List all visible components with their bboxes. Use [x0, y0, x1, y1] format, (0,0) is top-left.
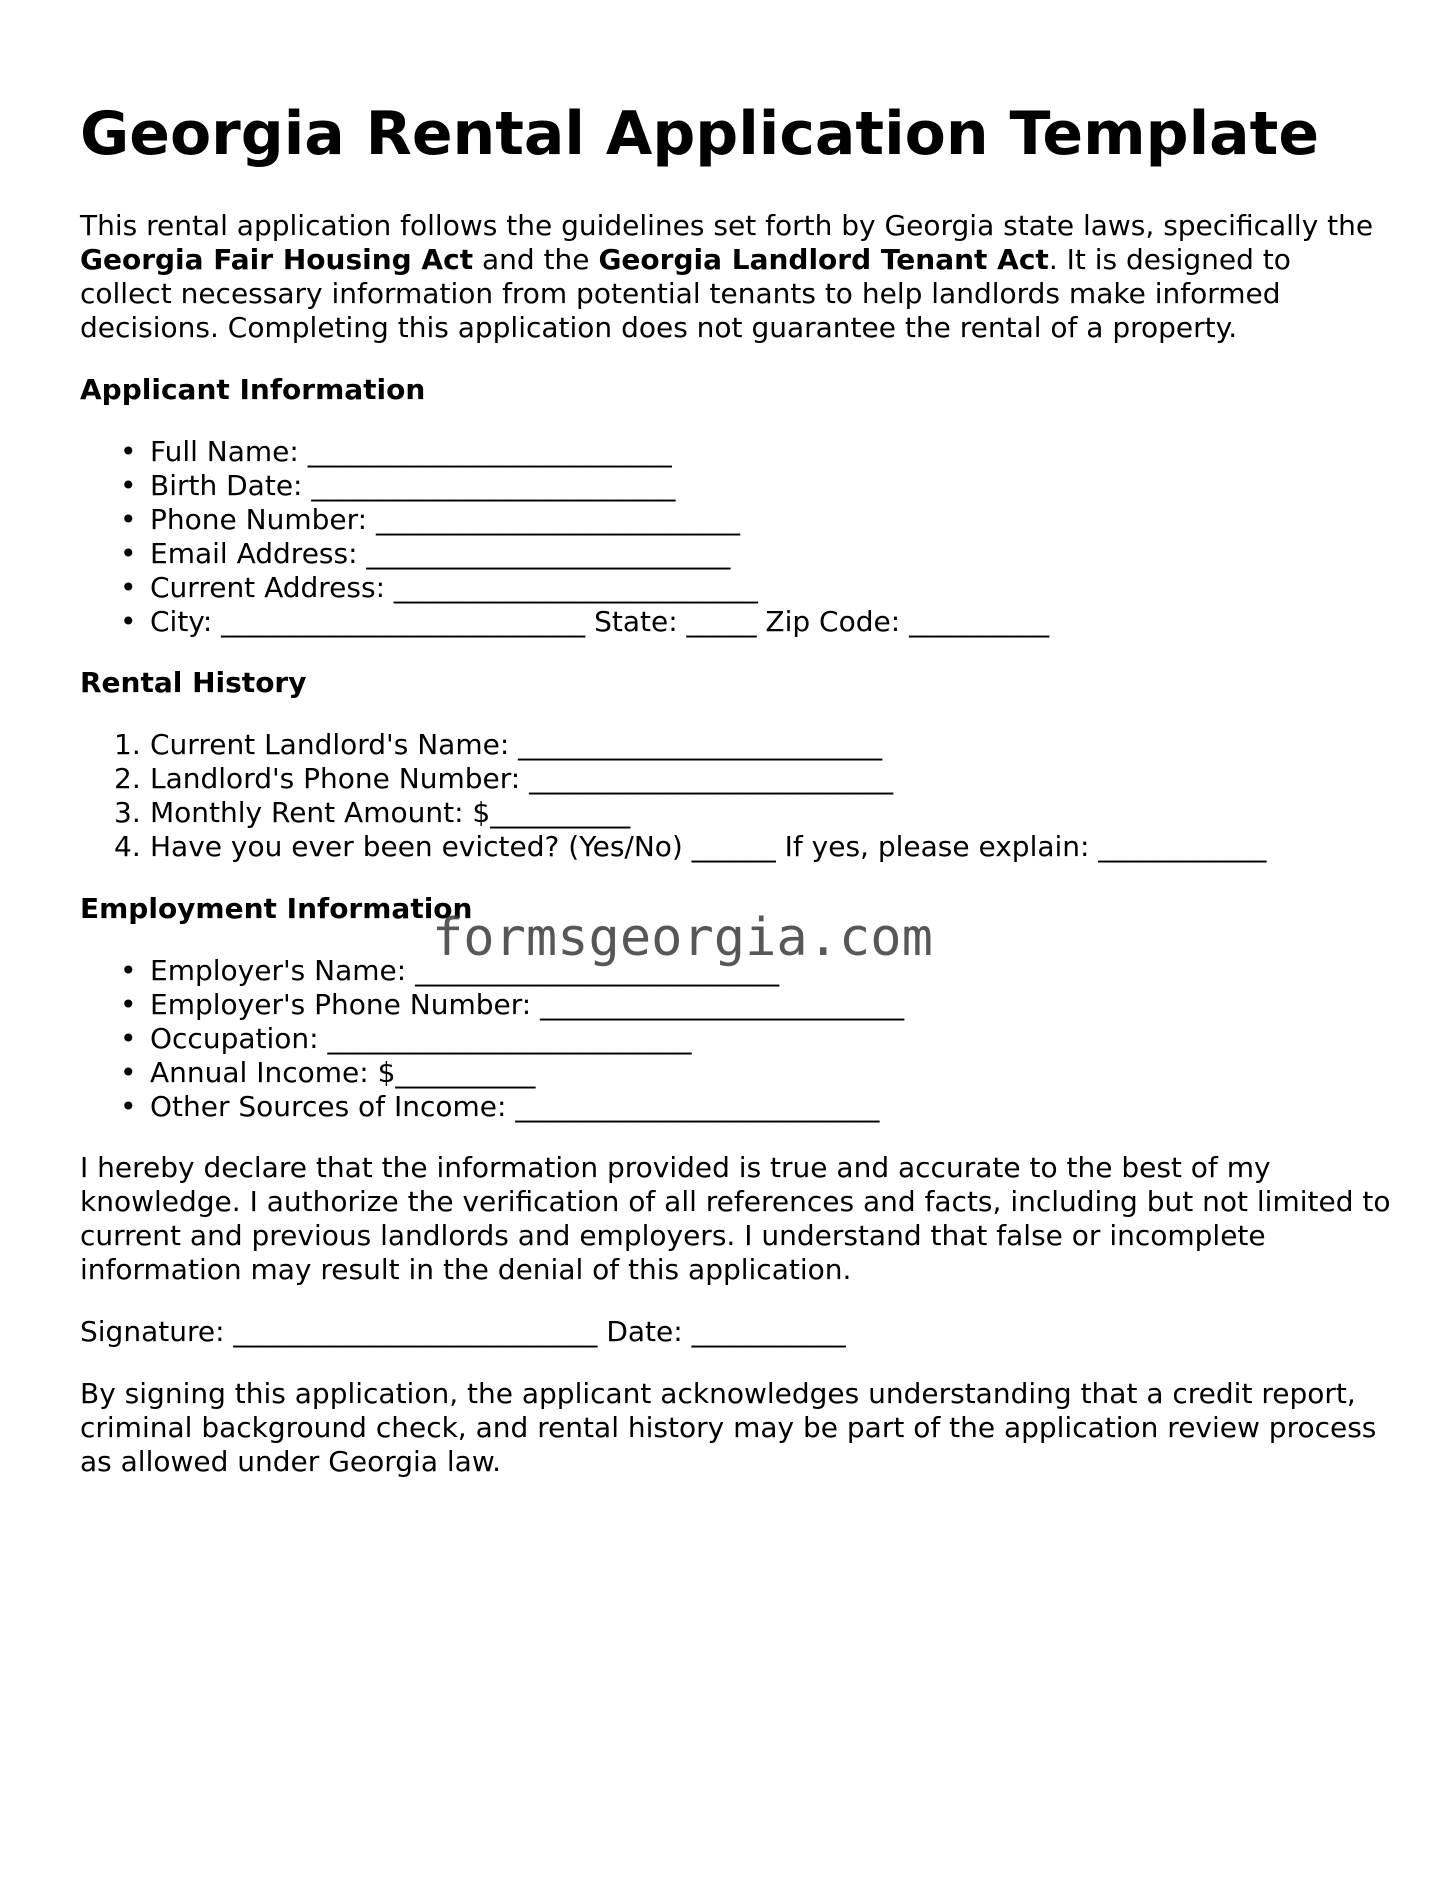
intro-text-2: and the: [473, 243, 599, 276]
applicant-information-list: [80, 435, 1049, 639]
current-address-label: Current Address: __________________________: [150, 571, 758, 604]
occupation-label: Occupation: __________________________: [150, 1022, 692, 1055]
item-number: 3.: [114, 796, 141, 829]
email-address-label: Email Address: __________________________: [150, 537, 731, 570]
evicted-field[interactable]: [114, 830, 1267, 864]
current-address-field[interactable]: [150, 571, 1049, 605]
other-income-field[interactable]: [150, 1090, 904, 1124]
city-state-zip-label: City: __________________________ State: _____ Zip Code: __________: [150, 605, 1050, 638]
landlord-phone-label: Landlord's Phone Number: __________________________: [150, 762, 894, 795]
occupation-field[interactable]: [150, 1022, 904, 1056]
annual-income-field[interactable]: [150, 1056, 904, 1090]
landlord-name-field[interactable]: [114, 728, 1266, 762]
full-name-field[interactable]: [150, 435, 1049, 469]
signature-date-line[interactable]: Signature: __________________________ Date: ___________: [80, 1315, 846, 1348]
landlord-name-label: Current Landlord's Name: __________________________: [150, 728, 883, 761]
monthly-rent-label: Monthly Rent Amount: $__________: [150, 796, 631, 829]
employer-phone-label: Employer's Phone Number: __________________________: [150, 988, 905, 1021]
birth-date-label: Birth Date: __________________________: [150, 469, 676, 502]
landlord-tenant-act: Georgia Landlord Tenant Act: [598, 243, 1049, 276]
employment-information-heading: Employment Information: [80, 892, 473, 925]
intro-text-3: . It is designed to collect necessary information from potential tenants to help landlords make informed decisions. Completing this application does not guarantee the rental of a property.: [80, 243, 1291, 344]
employer-name-label: Employer's Name: __________________________: [150, 954, 780, 987]
rental-history-heading: Rental History: [80, 666, 307, 699]
employment-information-list: [80, 954, 904, 1124]
landlord-phone-field[interactable]: [114, 762, 1266, 796]
employer-phone-field[interactable]: [150, 988, 904, 1022]
employer-name-field[interactable]: [150, 954, 904, 988]
watermark: formsgeorgia.com: [432, 908, 933, 968]
acknowledgement-paragraph: By signing this application, the applicant acknowledges understanding that a credit report, criminal background check, and rental history may be part of the application review process as allowed under Georgia law.: [80, 1377, 1377, 1478]
phone-number-field[interactable]: [150, 503, 1049, 537]
item-number: 4.: [114, 830, 141, 863]
fair-housing-act: Georgia Fair Housing Act: [80, 243, 474, 276]
other-income-label: Other Sources of Income: __________________________: [150, 1090, 880, 1123]
phone-number-label: Phone Number: __________________________: [150, 503, 740, 536]
item-number: 2.: [114, 762, 141, 795]
email-address-field[interactable]: [150, 537, 1049, 571]
intro-paragraph: [80, 209, 1380, 345]
item-number: 1.: [114, 728, 141, 761]
monthly-rent-field[interactable]: [114, 796, 1266, 830]
city-state-zip-field[interactable]: [150, 605, 1049, 639]
full-name-label: Full Name: __________________________: [150, 435, 672, 468]
evicted-label: Have you ever been evicted? (Yes/No) ______ If yes, please explain: ____________: [150, 830, 1267, 863]
annual-income-label: Annual Income: $__________: [150, 1056, 536, 1089]
declaration-paragraph: I hereby declare that the information provided is true and accurate to the best of my knowledge. I authorize the verification of all references and facts, including but not limited to current and previous landlords and employers. I understand that false or incomplete information may result in the denial of this application.: [80, 1151, 1391, 1286]
intro-text-1: This rental application follows the guidelines set forth by Georgia state laws, specifically the: [80, 209, 1374, 242]
rental-history-list: [80, 728, 1266, 864]
birth-date-field[interactable]: [150, 469, 1049, 503]
page-title: Georgia Rental Application Template: [80, 99, 1320, 169]
applicant-information-heading: Applicant Information: [80, 373, 426, 406]
